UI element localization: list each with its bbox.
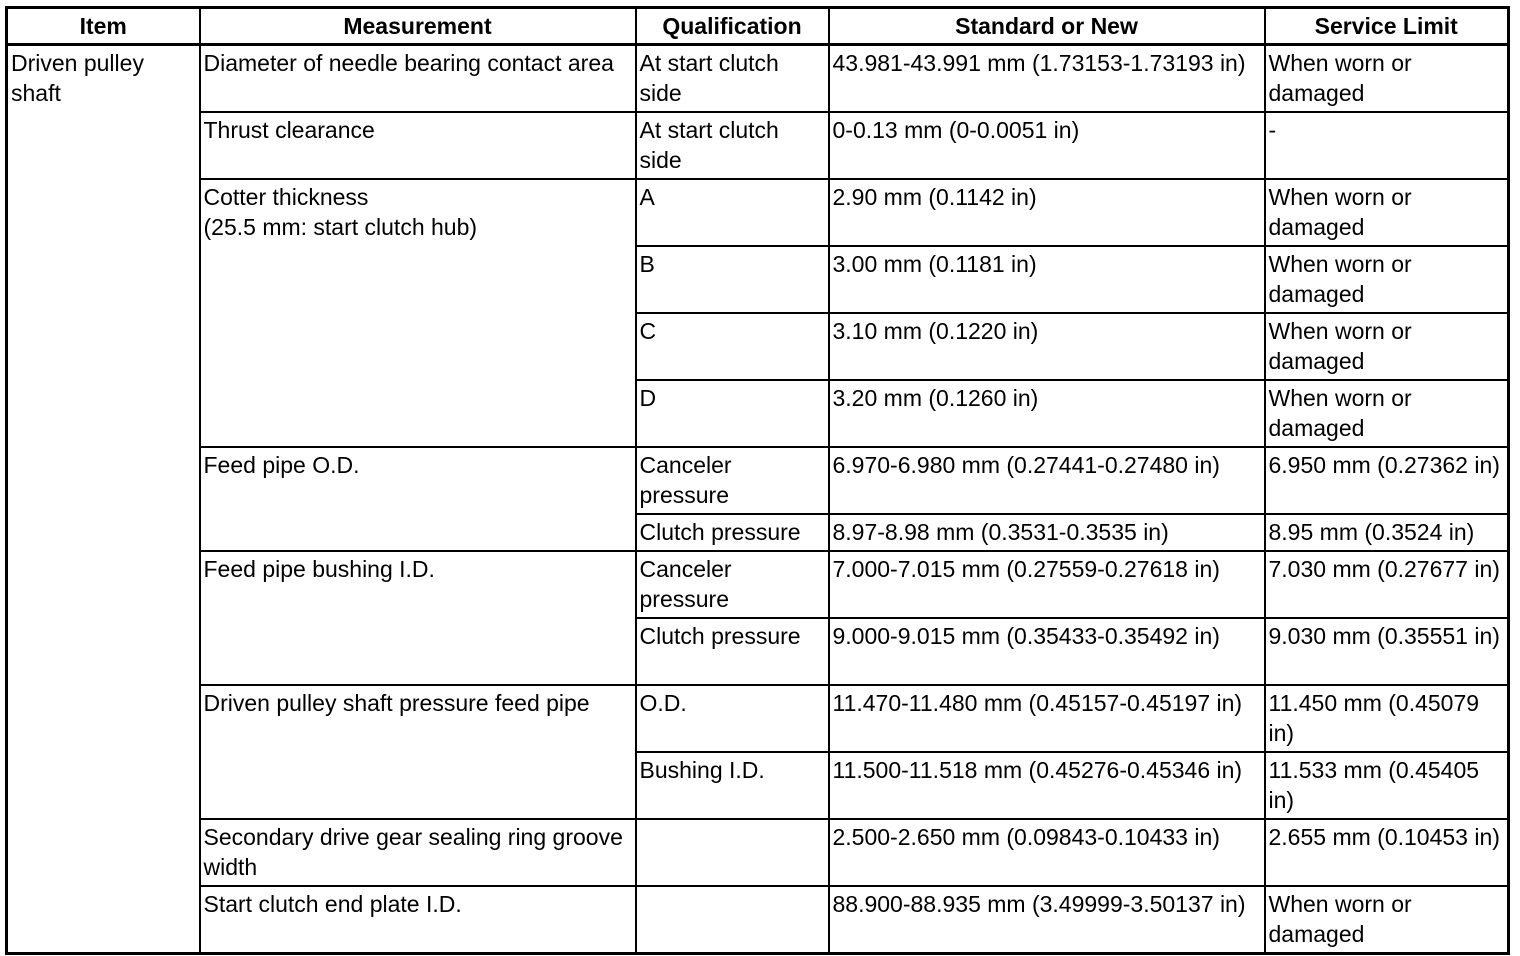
table-header: [7, 8, 1509, 45]
qualification-cell: O.D.: [636, 685, 829, 752]
table-row: [7, 179, 1509, 246]
standard-cell: 11.470-11.480 mm (0.45157-0.45197 in): [829, 685, 1265, 752]
service-limit-cell: When worn or damaged: [1265, 313, 1509, 380]
table-row: [7, 447, 1509, 514]
standard-cell: 11.500-11.518 mm (0.45276-0.45346 in): [829, 752, 1265, 819]
spec-table: [5, 6, 1510, 955]
qualification-cell: C: [636, 313, 829, 380]
service-limit-cell: When worn or damaged: [1265, 380, 1509, 447]
standard-cell: 2.90 mm (0.1142 in): [829, 179, 1265, 246]
measurement-cell: Feed pipe bushing I.D.: [200, 551, 636, 685]
qualification-cell: Canceler pressure: [636, 551, 829, 618]
qualification-cell: [636, 886, 829, 954]
header-measurement: Measurement: [200, 8, 636, 45]
qualification-cell: Canceler pressure: [636, 447, 829, 514]
qualification-cell: Clutch pressure: [636, 618, 829, 685]
qualification-cell: A: [636, 179, 829, 246]
standard-cell: 7.000-7.015 mm (0.27559-0.27618 in): [829, 551, 1265, 618]
service-limit-cell: 11.533 mm (0.45405 in): [1265, 752, 1509, 819]
service-limit-cell: 2.655 mm (0.10453 in): [1265, 819, 1509, 886]
standard-cell: 3.00 mm (0.1181 in): [829, 246, 1265, 313]
service-limit-cell: When worn or damaged: [1265, 179, 1509, 246]
standard-cell: 9.000-9.015 mm (0.35433-0.35492 in): [829, 618, 1265, 685]
standard-cell: 3.20 mm (0.1260 in): [829, 380, 1265, 447]
table-row: [7, 886, 1509, 954]
header-qualification: Qualification: [636, 8, 829, 45]
table-row: [7, 551, 1509, 618]
qualification-cell: B: [636, 246, 829, 313]
table-row: [7, 819, 1509, 886]
measurement-cell: Feed pipe O.D.: [200, 447, 636, 551]
header-standard: Standard or New: [829, 8, 1265, 45]
standard-cell: 2.500-2.650 mm (0.09843-0.10433 in): [829, 819, 1265, 886]
measurement-cell: Start clutch end plate I.D.: [200, 886, 636, 954]
qualification-cell: At start clutch side: [636, 112, 829, 179]
standard-cell: 43.981-43.991 mm (1.73153-1.73193 in): [829, 45, 1265, 113]
service-limit-cell: 7.030 mm (0.27677 in): [1265, 551, 1509, 618]
qualification-cell: Clutch pressure: [636, 514, 829, 551]
service-limit-cell: 9.030 mm (0.35551 in): [1265, 618, 1509, 685]
table-row: [7, 112, 1509, 179]
item-cell: Driven pulley shaft: [7, 45, 200, 954]
measurement-cell: Diameter of needle bearing contact area: [200, 45, 636, 113]
qualification-cell: At start clutch side: [636, 45, 829, 113]
measurement-cell: Secondary drive gear sealing ring groove width: [200, 819, 636, 886]
service-limit-cell: -: [1265, 112, 1509, 179]
measurement-cell: Thrust clearance: [200, 112, 636, 179]
service-limit-cell: 6.950 mm (0.27362 in): [1265, 447, 1509, 514]
qualification-cell: Bushing I.D.: [636, 752, 829, 819]
service-limit-cell: When worn or damaged: [1265, 886, 1509, 954]
service-limit-cell: When worn or damaged: [1265, 45, 1509, 113]
header-item: Item: [7, 8, 200, 45]
standard-cell: 6.970-6.980 mm (0.27441-0.27480 in): [829, 447, 1265, 514]
table-row: [7, 45, 1509, 113]
service-limit-cell: 11.450 mm (0.45079 in): [1265, 685, 1509, 752]
header-service-limit: Service Limit: [1265, 8, 1509, 45]
standard-cell: 88.900-88.935 mm (3.49999-3.50137 in): [829, 886, 1265, 954]
standard-cell: 3.10 mm (0.1220 in): [829, 313, 1265, 380]
table-body: [7, 45, 1509, 954]
measurement-cell: Driven pulley shaft pressure feed pipe: [200, 685, 636, 819]
table-row: [7, 685, 1509, 752]
standard-cell: 0-0.13 mm (0-0.0051 in): [829, 112, 1265, 179]
qualification-cell: [636, 819, 829, 886]
service-limit-cell: When worn or damaged: [1265, 246, 1509, 313]
measurement-cell: Cotter thickness (25.5 mm: start clutch hub): [200, 179, 636, 447]
standard-cell: 8.97-8.98 mm (0.3531-0.3535 in): [829, 514, 1265, 551]
qualification-cell: D: [636, 380, 829, 447]
service-limit-cell: 8.95 mm (0.3524 in): [1265, 514, 1509, 551]
